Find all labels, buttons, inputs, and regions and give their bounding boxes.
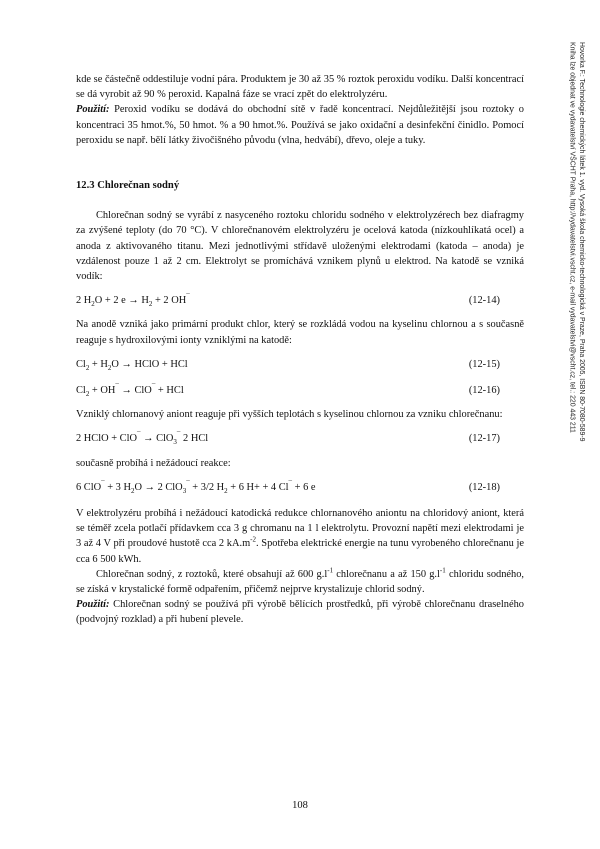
- equation-12-14: [76, 293, 524, 308]
- equation-formula: $Cl_2 + H_2O$ → HClO + HCl: [76, 358, 188, 372]
- equation-number: (12-15): [468, 358, 500, 370]
- equation-formula: 2 HClO + ClO¯ → ClO$_3$¯ 2 HCl: [76, 430, 209, 447]
- equation-12-18: [76, 480, 524, 495]
- citation-line: Hovorka F.: Technologie chemických látek 1. vyd. Vysoká škola chemicko-technologická v Praze, Praha 2005, ISBN 80-7080-589-9: [578, 42, 586, 442]
- equation-number: (12-16): [468, 385, 500, 397]
- equation-formula: $Cl_2 + OH^¯ \to ClO^¯$ + HCl: [76, 382, 184, 399]
- equation-12-16: [76, 383, 524, 398]
- equation-number: (12-14): [468, 295, 500, 307]
- order-info-line: Kniha lze objednat ve vydavatelství VŠCHT Praha, http://vydavatelstvi.vscht.cz, e-mail vydavatelstvi@vscht.cz, tel.: 220 443 211: [568, 42, 576, 433]
- equation-12-15: [76, 357, 524, 372]
- paragraph-use-chlorate: [76, 597, 524, 627]
- paragraph-anode: Na anodě vzniká jako primární produkt chlor, který se rozkládá vodou na kyselinu chlornou a s současně reaguje s hydroxilovými ionty vzniklými na katodě:: [76, 319, 524, 346]
- paragraph-production: Chlorečnan sodný se vyrábí z nasyceného roztoku chloridu sodného v elektrolyzérech bez diafragmy za zvýšené teploty (do 70 °C). V chlorečnanovém elektrolyzéru je ocelová katoda (nízkouhlíkatá ocel) a anoda z aktivovaného titanu. Mezi jednotlivými střídavě uloženými elektrodami (katoda – anoda) je vzdálenost pouze 1 až 2 cm. Elektrolyt se promíchává vznikem plynů u elektrod. Na katodě se vzniká vodík:: [76, 210, 524, 283]
- paragraph-side-reaction: současně probíhá i nežádoucí reakce:: [76, 457, 231, 469]
- equation-formula: 2 $H_2O + 2$ $e \to H_2 + 2$ OH¯: [76, 292, 190, 309]
- paragraph-crystallization: Chlorečnan sodný, z roztoků, které obsahují až 600 $g.l^{-1}$ chlorečnanu a až 150 $g.l^{-1}$ chloridu sodného, se získá v krystalické formě odpařením, přičemž nejprve krystalizuje chlorid sodný.: [76, 566, 524, 596]
- paragraph-hypochlorite: Vzniklý chlornanový aniont reaguje při vyšších teplotách s kyselinou chlornou za vzniku chlorečnanu:: [76, 409, 503, 421]
- equation-12-17: [76, 431, 524, 446]
- equation-number: (12-18): [468, 481, 500, 493]
- use-label: Použití:: [76, 104, 110, 116]
- page-body: [76, 72, 524, 628]
- use-text: Peroxid vodíku se dodává do obchodní sítě v řadě koncentrací. Nejdůležitější jsou roztoky o koncentraci 35 hmot.%, 50 hmot. % a 90 hmot.%. Používá se jako oxidační a desinfekční činidlo. Pomocí peroxidu se např. bělí látky živočišného původu (vlna, hedvábí), dřevo, oleje a tuky.: [76, 104, 524, 146]
- use-text: Chlorečnan sodný se používá při výrobě bělících prostředků, při výrobě chlorečnanu draselného (podvojný rozklad) a při hubení plevele.: [76, 599, 524, 626]
- side-citation: [567, 42, 586, 762]
- paragraph-cathodic-reduction: V elektrolyzéru probíhá i nežádoucí katodická redukce chlornanového aniontu na chloridový aniont, která se téměř zcela potlačí přídavkem cca 3 g chromanu na 1 l elektrolytu. Provozní napětí mezi elektrodami je 3 až 4 V při proudové hustotě cca 2 $kA.m^{-2}$. Spotřeba elektrické energie na tunu vyrobeného chlorečnanu je cca 6 500 kWh.: [76, 508, 524, 565]
- paragraph-use-peroxide: [76, 102, 524, 148]
- page-number: 108: [292, 800, 308, 811]
- use-label: Použití:: [76, 599, 110, 611]
- paragraph-intro: kde se částečně oddestiluje vodní pára. Produktem je 30 až 35 % roztok peroxidu vodíku. Další koncentrací se dá vyrobit až 90 % peroxid. Kapalná fáze se vrací zpět do elektrolyzéru.: [76, 74, 524, 101]
- section-heading: 12.3 Chlorečnan sodný: [76, 180, 180, 192]
- equation-number: (12-17): [468, 433, 500, 445]
- equation-formula: 6 ClO¯ + 3 $H_2O \to 2$ ClO$_3$¯ + 3/2 $H_2 + 6$ H+ + 4 Cl¯ + 6 e: [76, 479, 316, 495]
